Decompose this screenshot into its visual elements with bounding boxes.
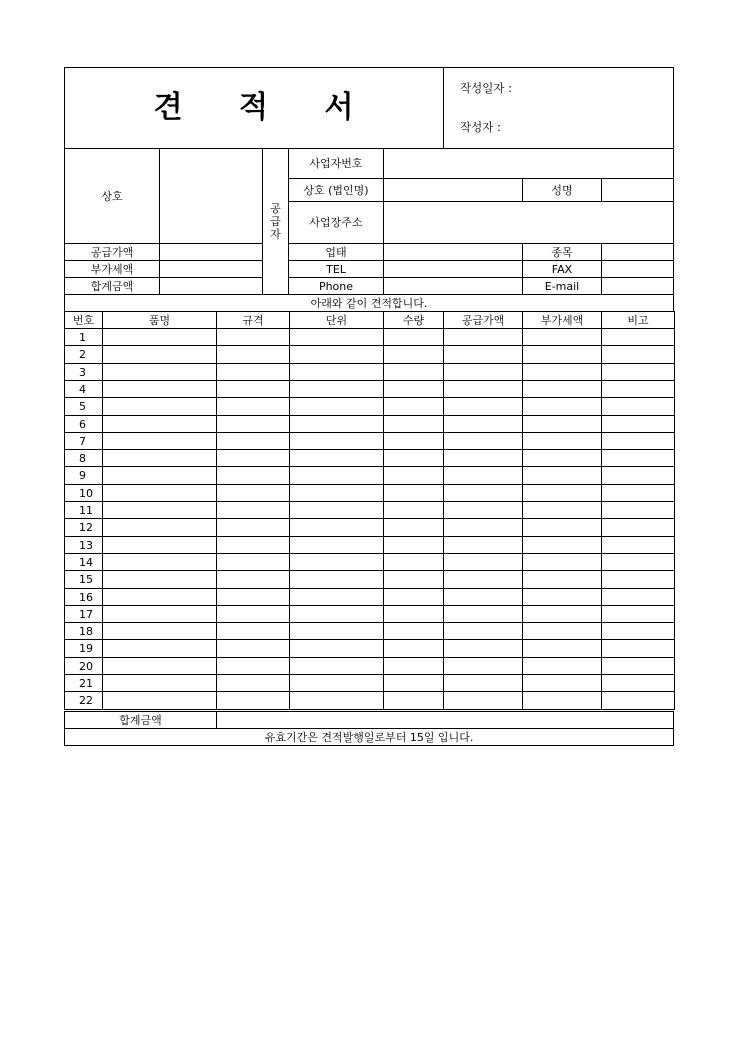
table-cell-vat[interactable] — [522, 553, 602, 571]
table-cell-item-name[interactable] — [102, 639, 217, 658]
table-cell-item-name[interactable] — [102, 674, 217, 692]
table-cell-unit[interactable] — [289, 449, 384, 467]
table-cell-vat[interactable] — [522, 674, 602, 692]
table-total-label: 합계금액 — [64, 711, 217, 729]
table-cell-qty[interactable] — [383, 657, 444, 675]
table-cell-remarks[interactable] — [601, 328, 675, 346]
table-cell-unit[interactable] — [289, 570, 384, 589]
table-cell-supply-amount[interactable] — [443, 553, 523, 571]
row-number: 4 — [64, 380, 103, 398]
table-cell-qty[interactable] — [383, 553, 444, 571]
table-cell-remarks[interactable] — [601, 518, 675, 537]
row-number: 14 — [64, 553, 103, 571]
rep-name-value[interactable] — [601, 178, 674, 202]
table-cell-item-name[interactable] — [102, 415, 217, 433]
table-cell-spec[interactable] — [216, 363, 290, 381]
table-cell-item-name[interactable] — [102, 328, 217, 346]
table-cell-item-name[interactable] — [102, 605, 217, 623]
biz-no-value[interactable] — [383, 148, 674, 179]
table-cell-vat[interactable] — [522, 536, 602, 554]
biz-no-label: 사업자번호 — [288, 148, 384, 179]
table-cell-remarks[interactable] — [601, 570, 675, 589]
row-number: 12 — [64, 518, 103, 537]
table-cell-item-name[interactable] — [102, 518, 217, 537]
table-cell-spec[interactable] — [216, 639, 290, 658]
table-header-spec: 규격 — [216, 311, 290, 329]
title-char: 적 — [239, 90, 269, 125]
phone-label: Phone — [288, 277, 384, 295]
row-number: 11 — [64, 501, 103, 519]
fax-label: FAX — [522, 260, 602, 278]
table-cell-spec[interactable] — [216, 691, 290, 710]
table-cell-vat[interactable] — [522, 501, 602, 519]
table-cell-supply-amount[interactable] — [443, 415, 523, 433]
table-cell-unit[interactable] — [289, 518, 384, 537]
table-header-supply-amount: 공급가액 — [443, 311, 523, 329]
biz-type-label: 업태 — [288, 243, 384, 261]
table-cell-remarks[interactable] — [601, 657, 675, 675]
table-cell-item-name[interactable] — [102, 657, 217, 675]
biz-item-label: 종목 — [522, 243, 602, 261]
table-cell-remarks[interactable] — [601, 536, 675, 554]
table-cell-supply-amount[interactable] — [443, 622, 523, 640]
table-cell-unit[interactable] — [289, 622, 384, 640]
table-cell-qty[interactable] — [383, 622, 444, 640]
table-cell-supply-amount[interactable] — [443, 605, 523, 623]
table-cell-qty[interactable] — [383, 415, 444, 433]
table-cell-unit[interactable] — [289, 328, 384, 346]
table-cell-supply-amount[interactable] — [443, 501, 523, 519]
table-cell-supply-amount[interactable] — [443, 639, 523, 658]
row-number: 22 — [64, 691, 103, 710]
table-cell-vat[interactable] — [522, 588, 602, 606]
row-number: 6 — [64, 415, 103, 433]
table-cell-spec[interactable] — [216, 553, 290, 571]
row-number: 10 — [64, 484, 103, 502]
row-number: 7 — [64, 432, 103, 450]
supply-amount-label: 공급가액 — [64, 243, 160, 261]
table-cell-qty[interactable] — [383, 588, 444, 606]
row-number: 21 — [64, 674, 103, 692]
table-cell-qty[interactable] — [383, 639, 444, 658]
table-cell-remarks[interactable] — [601, 605, 675, 623]
fax-value[interactable] — [601, 260, 674, 278]
table-header-qty: 수량 — [383, 311, 444, 329]
table-cell-qty[interactable] — [383, 345, 444, 364]
date-label: 작성일자 : — [460, 81, 512, 95]
table-cell-supply-amount[interactable] — [443, 570, 523, 589]
row-number: 15 — [64, 570, 103, 589]
intro-text: 아래와 같이 견적합니다. — [64, 294, 674, 312]
table-cell-unit[interactable] — [289, 605, 384, 623]
title-char: 견 — [153, 90, 184, 125]
table-cell-vat[interactable] — [522, 605, 602, 623]
title-char: 서 — [324, 90, 355, 125]
table-cell-remarks[interactable] — [601, 588, 675, 606]
table-cell-item-name[interactable] — [102, 553, 217, 571]
table-cell-unit[interactable] — [289, 466, 384, 485]
table-cell-spec[interactable] — [216, 345, 290, 364]
table-cell-supply-amount[interactable] — [443, 466, 523, 485]
table-cell-unit[interactable] — [289, 484, 384, 502]
table-cell-item-name[interactable] — [102, 484, 217, 502]
table-cell-remarks[interactable] — [601, 363, 675, 381]
table-cell-vat[interactable] — [522, 380, 602, 398]
table-cell-qty[interactable] — [383, 397, 444, 416]
table-cell-vat[interactable] — [522, 415, 602, 433]
company-value[interactable] — [383, 178, 523, 202]
tel-value[interactable] — [383, 260, 523, 278]
table-cell-remarks[interactable] — [601, 415, 675, 433]
table-cell-remarks[interactable] — [601, 691, 675, 710]
table-cell-supply-amount[interactable] — [443, 449, 523, 467]
table-cell-vat[interactable] — [522, 518, 602, 537]
table-cell-vat[interactable] — [522, 570, 602, 589]
row-number: 17 — [64, 605, 103, 623]
table-cell-spec[interactable] — [216, 415, 290, 433]
biz-type-value[interactable] — [383, 243, 523, 261]
row-number: 2 — [64, 345, 103, 364]
table-cell-item-name[interactable] — [102, 345, 217, 364]
table-cell-qty[interactable] — [383, 570, 444, 589]
rep-name-label: 성명 — [522, 178, 602, 202]
email-value[interactable] — [601, 277, 674, 295]
table-cell-unit[interactable] — [289, 639, 384, 658]
biz-item-value[interactable] — [601, 243, 674, 261]
row-number: 13 — [64, 536, 103, 554]
table-cell-spec[interactable] — [216, 657, 290, 675]
table-cell-supply-amount[interactable] — [443, 518, 523, 537]
meta-cell — [443, 67, 674, 149]
page-title — [153, 90, 355, 125]
table-header-remarks: 비고 — [601, 311, 675, 329]
row-number: 9 — [64, 466, 103, 485]
address-label: 사업장주소 — [288, 201, 384, 244]
table-cell-unit[interactable] — [289, 432, 384, 450]
table-cell-qty[interactable] — [383, 432, 444, 450]
table-cell-vat[interactable] — [522, 432, 602, 450]
table-cell-qty[interactable] — [383, 380, 444, 398]
table-cell-spec[interactable] — [216, 536, 290, 554]
table-header-unit: 단위 — [289, 311, 384, 329]
table-cell-qty[interactable] — [383, 518, 444, 537]
row-number: 5 — [64, 397, 103, 416]
table-cell-remarks[interactable] — [601, 501, 675, 519]
table-cell-vat[interactable] — [522, 639, 602, 658]
table-cell-item-name[interactable] — [102, 397, 217, 416]
validity-note: 유효기간은 견적발행일로부터 15일 입니다. — [64, 728, 674, 746]
supplier-side-label — [262, 148, 289, 295]
table-cell-remarks[interactable] — [601, 432, 675, 450]
table-cell-remarks[interactable] — [601, 466, 675, 485]
table-cell-item-name[interactable] — [102, 622, 217, 640]
company-label: 상호 (법인명) — [288, 178, 384, 202]
table-header-no: 번호 — [64, 311, 103, 329]
row-number: 20 — [64, 657, 103, 675]
vat-value[interactable] — [159, 260, 263, 278]
table-cell-vat[interactable] — [522, 363, 602, 381]
row-number: 19 — [64, 639, 103, 658]
table-cell-remarks[interactable] — [601, 674, 675, 692]
table-cell-unit[interactable] — [289, 536, 384, 554]
table-cell-supply-amount[interactable] — [443, 674, 523, 692]
table-cell-item-name[interactable] — [102, 466, 217, 485]
table-cell-qty[interactable] — [383, 674, 444, 692]
table-cell-spec[interactable] — [216, 588, 290, 606]
table-cell-supply-amount[interactable] — [443, 588, 523, 606]
table-cell-remarks[interactable] — [601, 553, 675, 571]
table-cell-item-name[interactable] — [102, 363, 217, 381]
table-cell-qty[interactable] — [383, 691, 444, 710]
table-cell-spec[interactable] — [216, 484, 290, 502]
table-total-value[interactable] — [216, 711, 674, 729]
table-cell-unit[interactable] — [289, 380, 384, 398]
row-number: 8 — [64, 449, 103, 467]
phone-value[interactable] — [383, 277, 523, 295]
table-cell-remarks[interactable] — [601, 380, 675, 398]
table-cell-qty[interactable] — [383, 484, 444, 502]
table-cell-spec[interactable] — [216, 518, 290, 537]
supplier-side-char: 공 — [270, 202, 281, 215]
table-cell-supply-amount[interactable] — [443, 536, 523, 554]
table-cell-unit[interactable] — [289, 657, 384, 675]
table-header-item-name: 품명 — [102, 311, 217, 329]
table-cell-supply-amount[interactable] — [443, 397, 523, 416]
table-cell-qty[interactable] — [383, 363, 444, 381]
table-cell-unit[interactable] — [289, 691, 384, 710]
table-cell-qty[interactable] — [383, 328, 444, 346]
table-cell-remarks[interactable] — [601, 639, 675, 658]
vat-label: 부가세액 — [64, 260, 160, 278]
table-cell-supply-amount[interactable] — [443, 432, 523, 450]
table-cell-vat[interactable] — [522, 328, 602, 346]
table-cell-vat[interactable] — [522, 397, 602, 416]
table-cell-supply-amount[interactable] — [443, 345, 523, 364]
address-value[interactable] — [383, 201, 674, 244]
table-cell-unit[interactable] — [289, 588, 384, 606]
table-cell-qty[interactable] — [383, 501, 444, 519]
row-number: 18 — [64, 622, 103, 640]
table-cell-item-name[interactable] — [102, 570, 217, 589]
table-cell-supply-amount[interactable] — [443, 363, 523, 381]
table-cell-spec[interactable] — [216, 605, 290, 623]
table-cell-unit[interactable] — [289, 363, 384, 381]
table-cell-vat[interactable] — [522, 657, 602, 675]
table-cell-supply-amount[interactable] — [443, 691, 523, 710]
table-cell-item-name[interactable] — [102, 432, 217, 450]
row-number: 16 — [64, 588, 103, 606]
table-cell-remarks[interactable] — [601, 345, 675, 364]
table-cell-supply-amount[interactable] — [443, 484, 523, 502]
total-value[interactable] — [159, 277, 263, 295]
table-cell-item-name[interactable] — [102, 501, 217, 519]
table-cell-item-name[interactable] — [102, 588, 217, 606]
table-cell-unit[interactable] — [289, 415, 384, 433]
table-cell-spec[interactable] — [216, 328, 290, 346]
table-cell-remarks[interactable] — [601, 622, 675, 640]
table-cell-spec[interactable] — [216, 466, 290, 485]
table-cell-vat[interactable] — [522, 345, 602, 364]
table-cell-spec[interactable] — [216, 570, 290, 589]
table-cell-spec[interactable] — [216, 397, 290, 416]
table-cell-spec[interactable] — [216, 432, 290, 450]
table-cell-unit[interactable] — [289, 345, 384, 364]
table-cell-qty[interactable] — [383, 605, 444, 623]
table-cell-vat[interactable] — [522, 622, 602, 640]
row-number: 3 — [64, 363, 103, 381]
tel-label: TEL — [288, 260, 384, 278]
table-cell-remarks[interactable] — [601, 397, 675, 416]
estimate-sheet — [64, 67, 674, 746]
table-cell-vat[interactable] — [522, 691, 602, 710]
table-cell-item-name[interactable] — [102, 536, 217, 554]
table-cell-item-name[interactable] — [102, 380, 217, 398]
buyer-name-label: 상호 — [64, 148, 160, 244]
table-cell-vat[interactable] — [522, 466, 602, 485]
table-cell-qty[interactable] — [383, 536, 444, 554]
table-cell-unit[interactable] — [289, 553, 384, 571]
table-cell-supply-amount[interactable] — [443, 328, 523, 346]
writer-label: 작성자 : — [460, 120, 501, 134]
table-cell-item-name[interactable] — [102, 449, 217, 467]
supplier-side-char: 자 — [270, 228, 281, 241]
table-cell-vat[interactable] — [522, 484, 602, 502]
table-header-vat: 부가세액 — [522, 311, 602, 329]
row-number: 1 — [64, 328, 103, 346]
table-cell-remarks[interactable] — [601, 449, 675, 467]
buyer-name-value[interactable] — [159, 148, 263, 244]
table-cell-item-name[interactable] — [102, 691, 217, 710]
table-cell-remarks[interactable] — [601, 484, 675, 502]
total-label: 합계금액 — [64, 277, 160, 295]
table-cell-unit[interactable] — [289, 674, 384, 692]
table-cell-spec[interactable] — [216, 674, 290, 692]
table-cell-supply-amount[interactable] — [443, 380, 523, 398]
table-cell-qty[interactable] — [383, 449, 444, 467]
table-cell-spec[interactable] — [216, 501, 290, 519]
table-cell-supply-amount[interactable] — [443, 657, 523, 675]
title-cell — [64, 67, 444, 149]
supply-amount-value[interactable] — [159, 243, 263, 261]
supplier-side-char: 급 — [270, 215, 281, 228]
email-label: E-mail — [522, 277, 602, 295]
table-cell-qty[interactable] — [383, 466, 444, 485]
table-cell-spec[interactable] — [216, 380, 290, 398]
table-cell-spec[interactable] — [216, 622, 290, 640]
table-cell-spec[interactable] — [216, 449, 290, 467]
table-cell-vat[interactable] — [522, 449, 602, 467]
table-cell-unit[interactable] — [289, 501, 384, 519]
table-cell-unit[interactable] — [289, 397, 384, 416]
